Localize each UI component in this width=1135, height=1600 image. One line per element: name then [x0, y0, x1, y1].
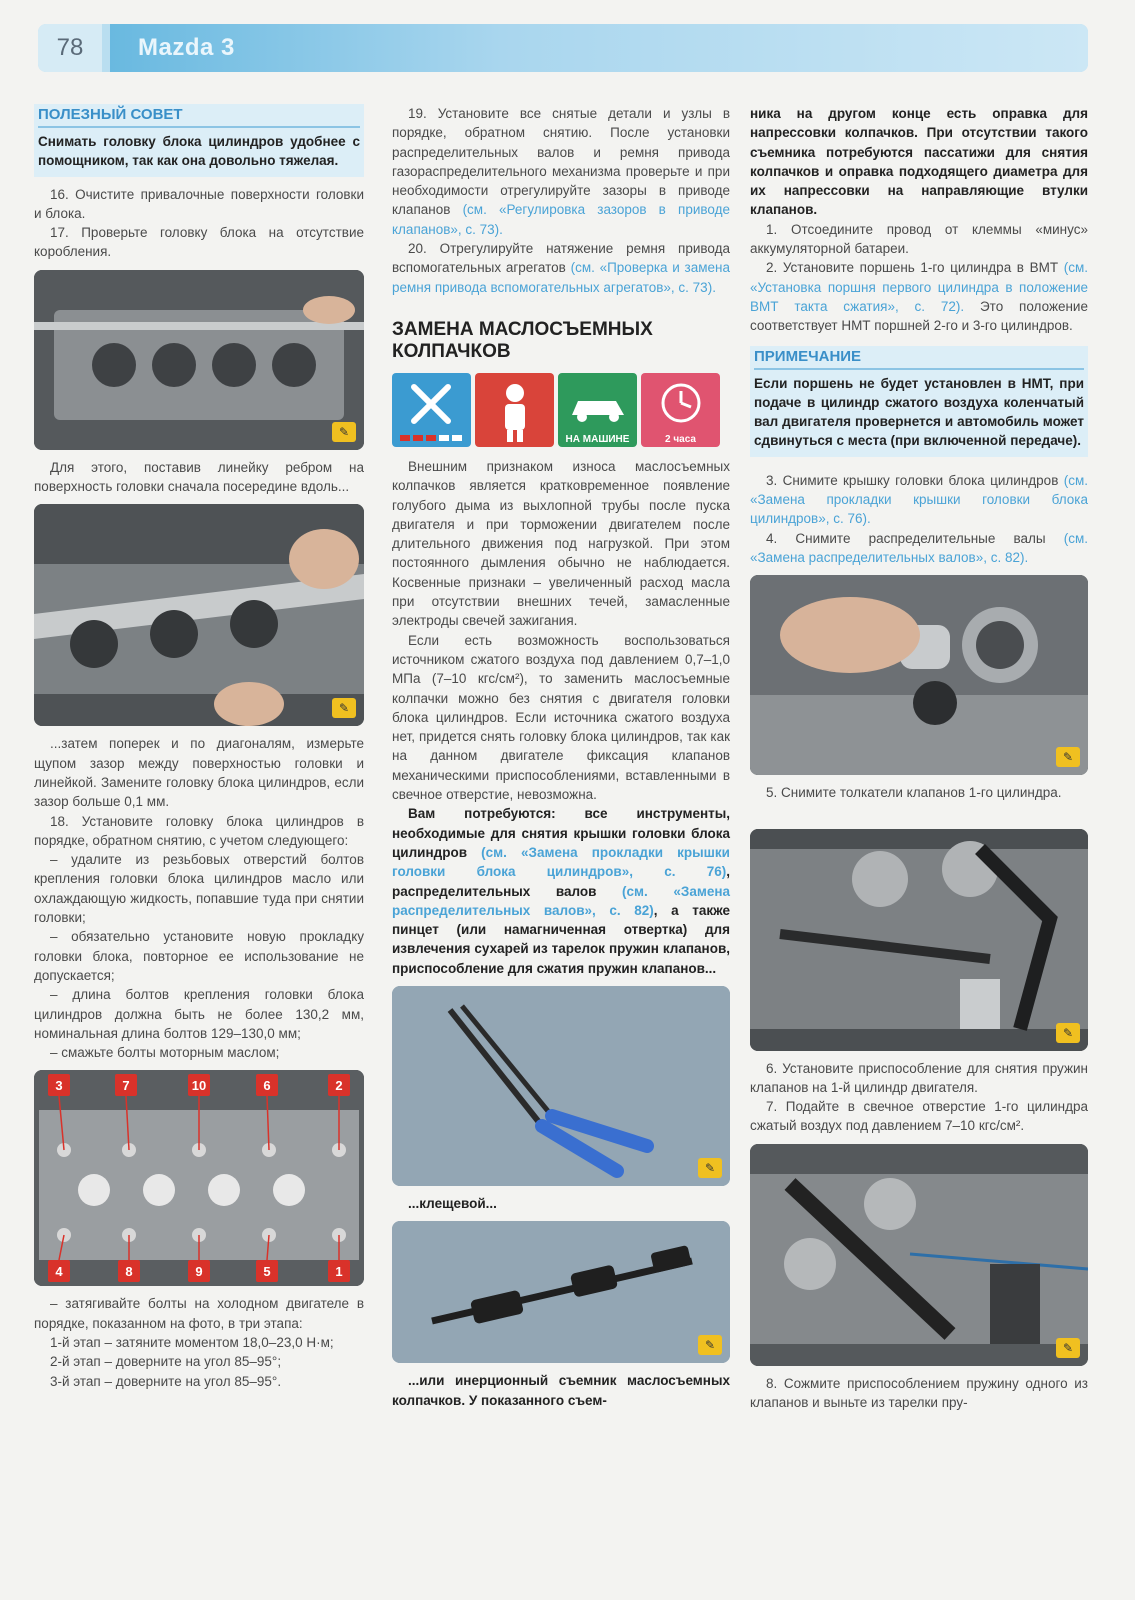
header-stripe — [110, 24, 1088, 72]
clock-icon — [641, 373, 720, 447]
valve-lifter-image — [750, 575, 1088, 775]
photo-bolt-order — [34, 1070, 364, 1286]
car-icon — [558, 373, 637, 447]
tool-icon: ✎ — [1056, 1023, 1080, 1043]
step-6: 6. Установите приспособление для снятия пружин клапанов на 1-й цилиндр двигателя. — [750, 1060, 1088, 1095]
tool-icon: ✎ — [332, 422, 356, 442]
photo-head-ruler-diagonal — [34, 504, 364, 726]
bolt-number-label: 3 — [48, 1074, 70, 1096]
step-3: 3. Снимите крышку головки блока цилиндров (см. «Замена прокладки крышки головки блока цилиндров», с. 76). — [750, 472, 1088, 527]
caption-ruler-lengthwise: Для этого, поставив линейку ребром на поверхность головки сначала посередине вдоль... — [34, 459, 364, 495]
intro-paragraph-1: Внешним признаком износа маслосъемных колпачков является кратковременное появление голубого дыма из выхлопной трубы после пуска двигателя и при торможении двигателем после длительного движения под нагрузкой. При этом постоянного дымления обычно не наблюдается. Косвенные признаки – увеличенный расход масла при отсутствии внешних течей, замасленные электроды свечей зажигания. — [392, 458, 730, 629]
note-text: Если поршень не будет установлен в НМТ, при подаче в цилиндр сжатого воздуха коленчатый вал двигателя провернется и автомобиль может сдвинуться с места (при включенной передаче). — [754, 375, 1084, 449]
page-header — [38, 24, 1088, 72]
bolt-number-label: 4 — [48, 1260, 70, 1282]
on-car-label: НА МАШИНЕ — [565, 433, 630, 445]
photo-spring-compressor — [750, 829, 1088, 1051]
step-20: 20. Отрегулируйте натяжение ремня привода вспомогательных агрегатов (см. «Проверка и замена ремня привода вспомогательных агрегатов», с. 73). — [392, 241, 730, 295]
reference-link[interactable]: (см. «Замена прокладки крышки головки блока цилиндров», с. 76) — [392, 844, 730, 880]
torque-stage-1: 1-й этап – затяните моментом 18,0–23,0 Н·м; — [50, 1335, 334, 1351]
continued-text: ника на другом конце есть оправка для напрессовки колпачков. При отсутствии такого съемника потребуются пассатижи для снятия колпачков и оправка подходящего диаметра для их напрессовки на направляющие втулки клапанов. — [750, 106, 1088, 218]
reference-link[interactable]: (см. «Замена распределительных валов», с. 82). — [750, 530, 1088, 565]
page-number: 78 — [38, 24, 102, 72]
bolt-number-label: 8 — [118, 1260, 140, 1282]
bolt-number-label: 5 — [256, 1260, 278, 1282]
photo-head-ruler-lengthwise — [34, 270, 364, 450]
tip-box — [34, 104, 364, 177]
bolt-number-label: 2 — [328, 1074, 350, 1096]
bolt-number-label: 7 — [115, 1074, 137, 1096]
photo-valve-lifter — [750, 575, 1088, 775]
photo-inertia-puller — [392, 1221, 730, 1363]
inertia-puller-image — [392, 1221, 730, 1363]
bolt-number-label: 6 — [256, 1074, 278, 1096]
torque-stage-2: 2-й этап – доверните на угол 85–95°; — [50, 1354, 282, 1370]
list-item: – затягивайте болты на холодном двигателе в порядке, показанном на фото, в три этапа: — [34, 1296, 364, 1331]
compressed-air-image — [750, 1144, 1088, 1366]
photo-compressed-air — [750, 1144, 1088, 1366]
spring-compressor-image — [750, 829, 1088, 1051]
step-7: 7. Подайте в свечное отверстие 1-го цилиндра сжатый воздух под давлением 7–10 кгс/см². — [750, 1099, 1088, 1134]
required-tools: Вам потребуются: все инструменты, необходимые для снятия крышки головки блока цилиндров (см. «Замена прокладки крышки головки блока цилиндров», с. 76), распределительных валов (см. «Замена распределительных валов», с. 82), а также пинцет (или намагниченная отвертка) для извлечения сухарей из тарелок пружин клапанов, приспособление для сжатия пружин клапанов... — [392, 806, 730, 976]
section-title: ЗАМЕНА МАСЛОСЪЕМНЫХ КОЛПАЧКОВ — [392, 318, 653, 362]
photo-pliers-tool — [392, 986, 730, 1186]
column-middle — [392, 104, 730, 1410]
list-item: – длина болтов крепления головки блока цилиндров должна быть не более 130,2 мм, номинальная длина болтов 129–130,0 мм; — [34, 987, 364, 1041]
step-17: 17. Проверьте головку блока на отсутствие коробления. — [34, 225, 364, 260]
tip-text: Снимать головку блока цилиндров удобнее с помощником, так как она довольно тяжелая. — [38, 134, 360, 169]
step-19: 19. Установите все снятые детали и узлы в порядке, обратном снятию. После установки распределительных валов и ремня привода газораспределительного механизма проверьте и при необходимости отрегулируйте зазоры в приводе клапанов (см. «Регулировка зазоров в приводе клапанов», с. 73). — [392, 106, 730, 237]
tool-icon: ✎ — [1056, 747, 1080, 767]
intro-paragraph-2: Если есть возможность воспользоваться источником сжатого воздуха под давлением 0,7–1,0 МПа (7–10 кгс/см²), то заменить маслосъемные колпачки можно без снятия с двигателя головки блока цилиндров. Если источника сжатого воздуха нет, придется снять головку блока цилиндров, так как на данном двигателе фиксация клапанов механическими приспособлениями, вставленными в свечное отверстие, невозможна. — [392, 632, 730, 803]
tool-icon: ✎ — [698, 1335, 722, 1355]
brand-title: Mazda 3 — [138, 34, 235, 61]
step-1: 1. Отсоедините провод от клеммы «минус» аккумуляторной батареи. — [750, 221, 1088, 257]
list-item: – обязательно установите новую прокладку головки блока, повторное ее использование не допускается; — [34, 929, 364, 983]
step-2: 2. Установите поршень 1-го цилиндра в ВМТ (см. «Установка поршня первого цилиндра в положение ВМТ такта сжатия», с. 72). Это положение соответствует НМТ поршней 2-го и 3-го цилиндров. — [750, 260, 1088, 334]
tool-icon: ✎ — [1056, 1338, 1080, 1358]
reference-link[interactable]: (см. «Проверка и замена ремня привода вспомогательных агрегатов», с. 73). — [392, 260, 730, 295]
caption-pliers: ...клещевой... — [408, 1195, 497, 1211]
bolt-number-label: 1 — [328, 1260, 350, 1282]
tip-title: ПОЛЕЗНЫЙ СОВЕТ — [38, 104, 360, 128]
list-item: – удалите из резьбовых отверстий болтов крепления головки блока цилиндров масло или охлаждающую жидкость, попавшие туда при снятии головки; — [34, 852, 364, 926]
bolt-order-image — [34, 1070, 364, 1286]
tool-icon: ✎ — [332, 698, 356, 718]
column-right — [750, 104, 1088, 1412]
time-label: 2 часа — [665, 433, 696, 445]
reference-link[interactable]: (см. «Замена прокладки крышки головки блока цилиндров», с. 76). — [750, 472, 1088, 527]
cylinder-head-image — [34, 270, 364, 450]
feeler-gauge-image — [34, 504, 364, 726]
reference-link[interactable]: (см. «Установка поршня первого цилиндра в положение ВМТ такта сжатия», с. 72). — [750, 260, 1088, 314]
bolt-number-label: 10 — [188, 1074, 210, 1096]
step-5: 5. Снимите толкатели клапанов 1-го цилиндра. — [766, 785, 1062, 801]
note-title: ПРИМЕЧАНИЕ — [754, 346, 1084, 370]
mechanic-icon — [475, 373, 554, 447]
list-item: – смажьте болты моторным маслом; — [50, 1045, 280, 1061]
wrench-icon — [392, 373, 471, 447]
pliers-tool-image — [392, 986, 730, 1186]
caption-inertia-puller: ...или инерционный съемник маслосъемных колпачков. У показанного съем- — [392, 1373, 730, 1408]
reference-link[interactable]: (см. «Регулировка зазоров в приводе клапанов», с. 73). — [392, 202, 730, 237]
bolt-number-label: 9 — [188, 1260, 210, 1282]
reference-link[interactable]: (см. «Замена распределительных валов», с. 82) — [392, 883, 730, 918]
column-left — [34, 104, 364, 1391]
torque-stage-3: 3-й этап – доверните на угол 85–95°. — [50, 1373, 282, 1389]
tool-icon: ✎ — [698, 1158, 722, 1178]
step-4: 4. Снимите распределительные валы (см. «Замена распределительных валов», с. 82). — [750, 530, 1088, 565]
note-box — [750, 346, 1088, 457]
caption-ruler-diagonal: ...затем поперек и по диагоналям, измерьте щупом зазор между поверхностью головки и линейкой. Замените головку блока цилиндров, если зазор больше 0,1 мм. — [34, 736, 364, 810]
step-18: 18. Установите головку блока цилиндров в порядке, обратном снятию, с учетом следующего: — [34, 813, 364, 848]
step-8: 8. Сожмите приспособлением пружину одного из клапанов и выньте из тарелки пру- — [750, 1375, 1088, 1411]
difficulty-icons — [392, 373, 730, 447]
step-16: 16. Очистите привалочные поверхности головки и блока. — [34, 186, 364, 221]
